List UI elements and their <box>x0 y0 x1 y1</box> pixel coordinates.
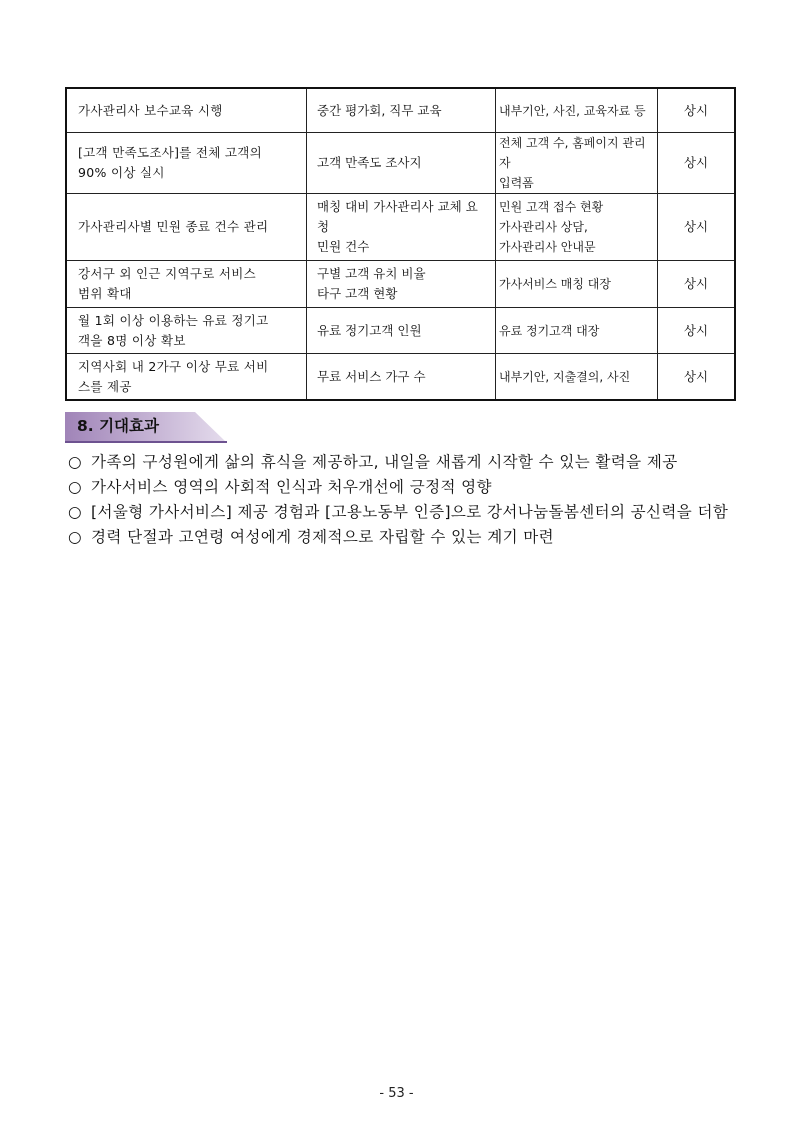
indicator-cell: 중간 평가회, 직무 교육 <box>307 88 496 133</box>
list-item <box>68 525 758 549</box>
list-item-text: 경력 단절과 고연령 여성에게 경제적으로 자립할 수 있는 계기 마련 <box>91 528 555 546</box>
list-item <box>68 500 758 524</box>
period-cell: 상시 <box>658 88 736 133</box>
source-cell: 내부기안, 사진, 교육자료 등 <box>496 88 658 133</box>
indicator-cell: 유료 정기고객 인원 <box>307 308 496 354</box>
source-cell: 전체 고객 수, 홈페이지 관리자 입력폼 <box>496 133 658 194</box>
period-cell: 상시 <box>658 133 736 194</box>
table-row <box>66 261 735 308</box>
goal-cell: 강서구 외 인근 지역구로 서비스 범위 확대 <box>66 261 307 308</box>
goal-cell: 가사관리사별 민원 종료 건수 관리 <box>66 194 307 261</box>
period-cell: 상시 <box>658 261 736 308</box>
indicator-cell: 무료 서비스 가구 수 <box>307 354 496 401</box>
list-item-text: [서울형 가사서비스] 제공 경험과 [고용노동부 인증]으로 강서나눔돌봄센터의 공신력을 더함 <box>91 503 729 521</box>
section-heading <box>65 412 227 443</box>
period-cell: 상시 <box>658 194 736 261</box>
source-cell: 가사서비스 매칭 대장 <box>496 261 658 308</box>
circle-bullet-icon: ○ <box>68 453 82 471</box>
table-row <box>66 133 735 194</box>
goal-cell: 월 1회 이상 이용하는 유료 정기고 객을 8명 이상 확보 <box>66 308 307 354</box>
period-cell: 상시 <box>658 308 736 354</box>
section-title: 8. 기대효과 <box>77 417 159 435</box>
goal-cell: 가사관리사 보수교육 시행 <box>66 88 307 133</box>
goal-cell: 지역사회 내 2가구 이상 무료 서비 스를 제공 <box>66 354 307 401</box>
source-cell: 내부기안, 지출결의, 사진 <box>496 354 658 401</box>
source-cell: 민원 고객 접수 현황 가사관리사 상담, 가사관리사 안내문 <box>496 194 658 261</box>
list-item <box>68 475 758 499</box>
circle-bullet-icon: ○ <box>68 528 82 546</box>
table-row <box>66 308 735 354</box>
table-row <box>66 88 735 133</box>
source-cell: 유료 정기고객 대장 <box>496 308 658 354</box>
indicator-cell: 매칭 대비 가사관리사 교체 요청 민원 건수 <box>307 194 496 261</box>
circle-bullet-icon: ○ <box>68 503 82 521</box>
list-item <box>68 450 758 474</box>
table-row <box>66 354 735 401</box>
period-cell: 상시 <box>658 354 736 401</box>
indicator-cell: 고객 만족도 조사지 <box>307 133 496 194</box>
table-row <box>66 194 735 261</box>
list-item-text: 가족의 구성원에게 삶의 휴식을 제공하고, 내일을 새롭게 시작할 수 있는 활력을 제공 <box>91 453 678 471</box>
page-number: - 53 - <box>379 1086 414 1101</box>
expected-effects-list <box>68 450 758 550</box>
performance-table-container <box>65 87 736 401</box>
list-item-text: 가사서비스 영역의 사회적 인식과 처우개선에 긍정적 영향 <box>91 478 492 496</box>
performance-indicator-table <box>65 87 736 401</box>
goal-cell: [고객 만족도조사]를 전체 고객의 90% 이상 실시 <box>66 133 307 194</box>
indicator-cell: 구별 고객 유치 비율 타구 고객 현황 <box>307 261 496 308</box>
circle-bullet-icon: ○ <box>68 478 82 496</box>
